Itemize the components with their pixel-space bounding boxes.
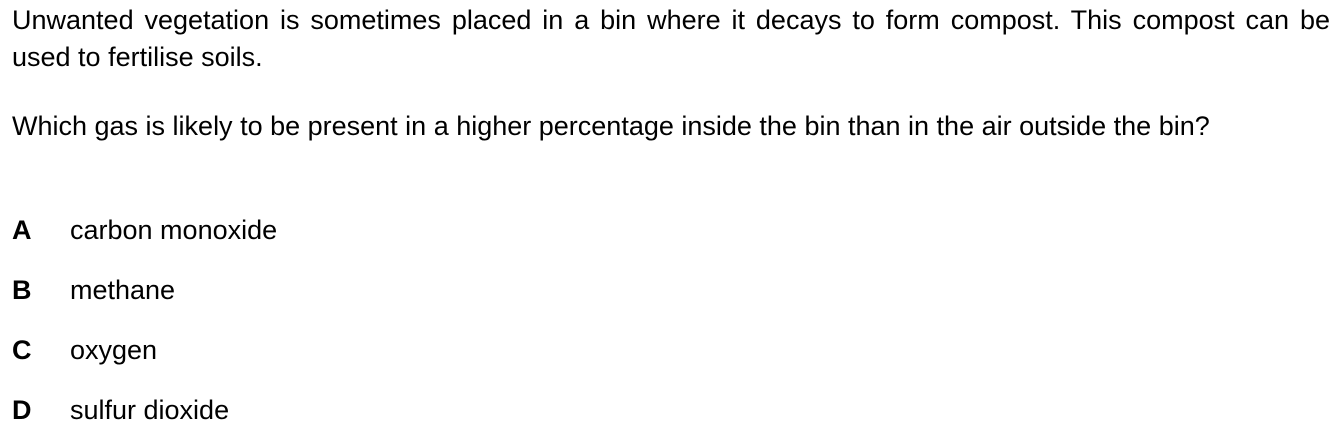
question-stem: Unwanted vegetation is sometimes placed in a bin where it decays to form compost. This compost can be used to fertilise soils. xyxy=(12,5,1330,72)
option-b xyxy=(12,268,1212,328)
option-c xyxy=(12,328,1212,388)
option-letter: B xyxy=(12,275,32,305)
option-d xyxy=(12,388,1212,448)
option-letter: C xyxy=(12,335,32,365)
option-text: methane xyxy=(70,275,176,305)
option-letter: A xyxy=(12,215,32,245)
answer-options xyxy=(12,208,1212,448)
option-text: oxygen xyxy=(70,335,158,365)
option-letter: D xyxy=(12,395,32,425)
question-prompt: Which gas is likely to be present in a higher percentage inside the bin than in the air outside the bin? xyxy=(12,111,1210,141)
option-text: carbon monoxide xyxy=(70,215,278,245)
option-text: sulfur dioxide xyxy=(70,395,230,425)
option-a xyxy=(12,208,1212,268)
question-block xyxy=(12,2,1330,145)
